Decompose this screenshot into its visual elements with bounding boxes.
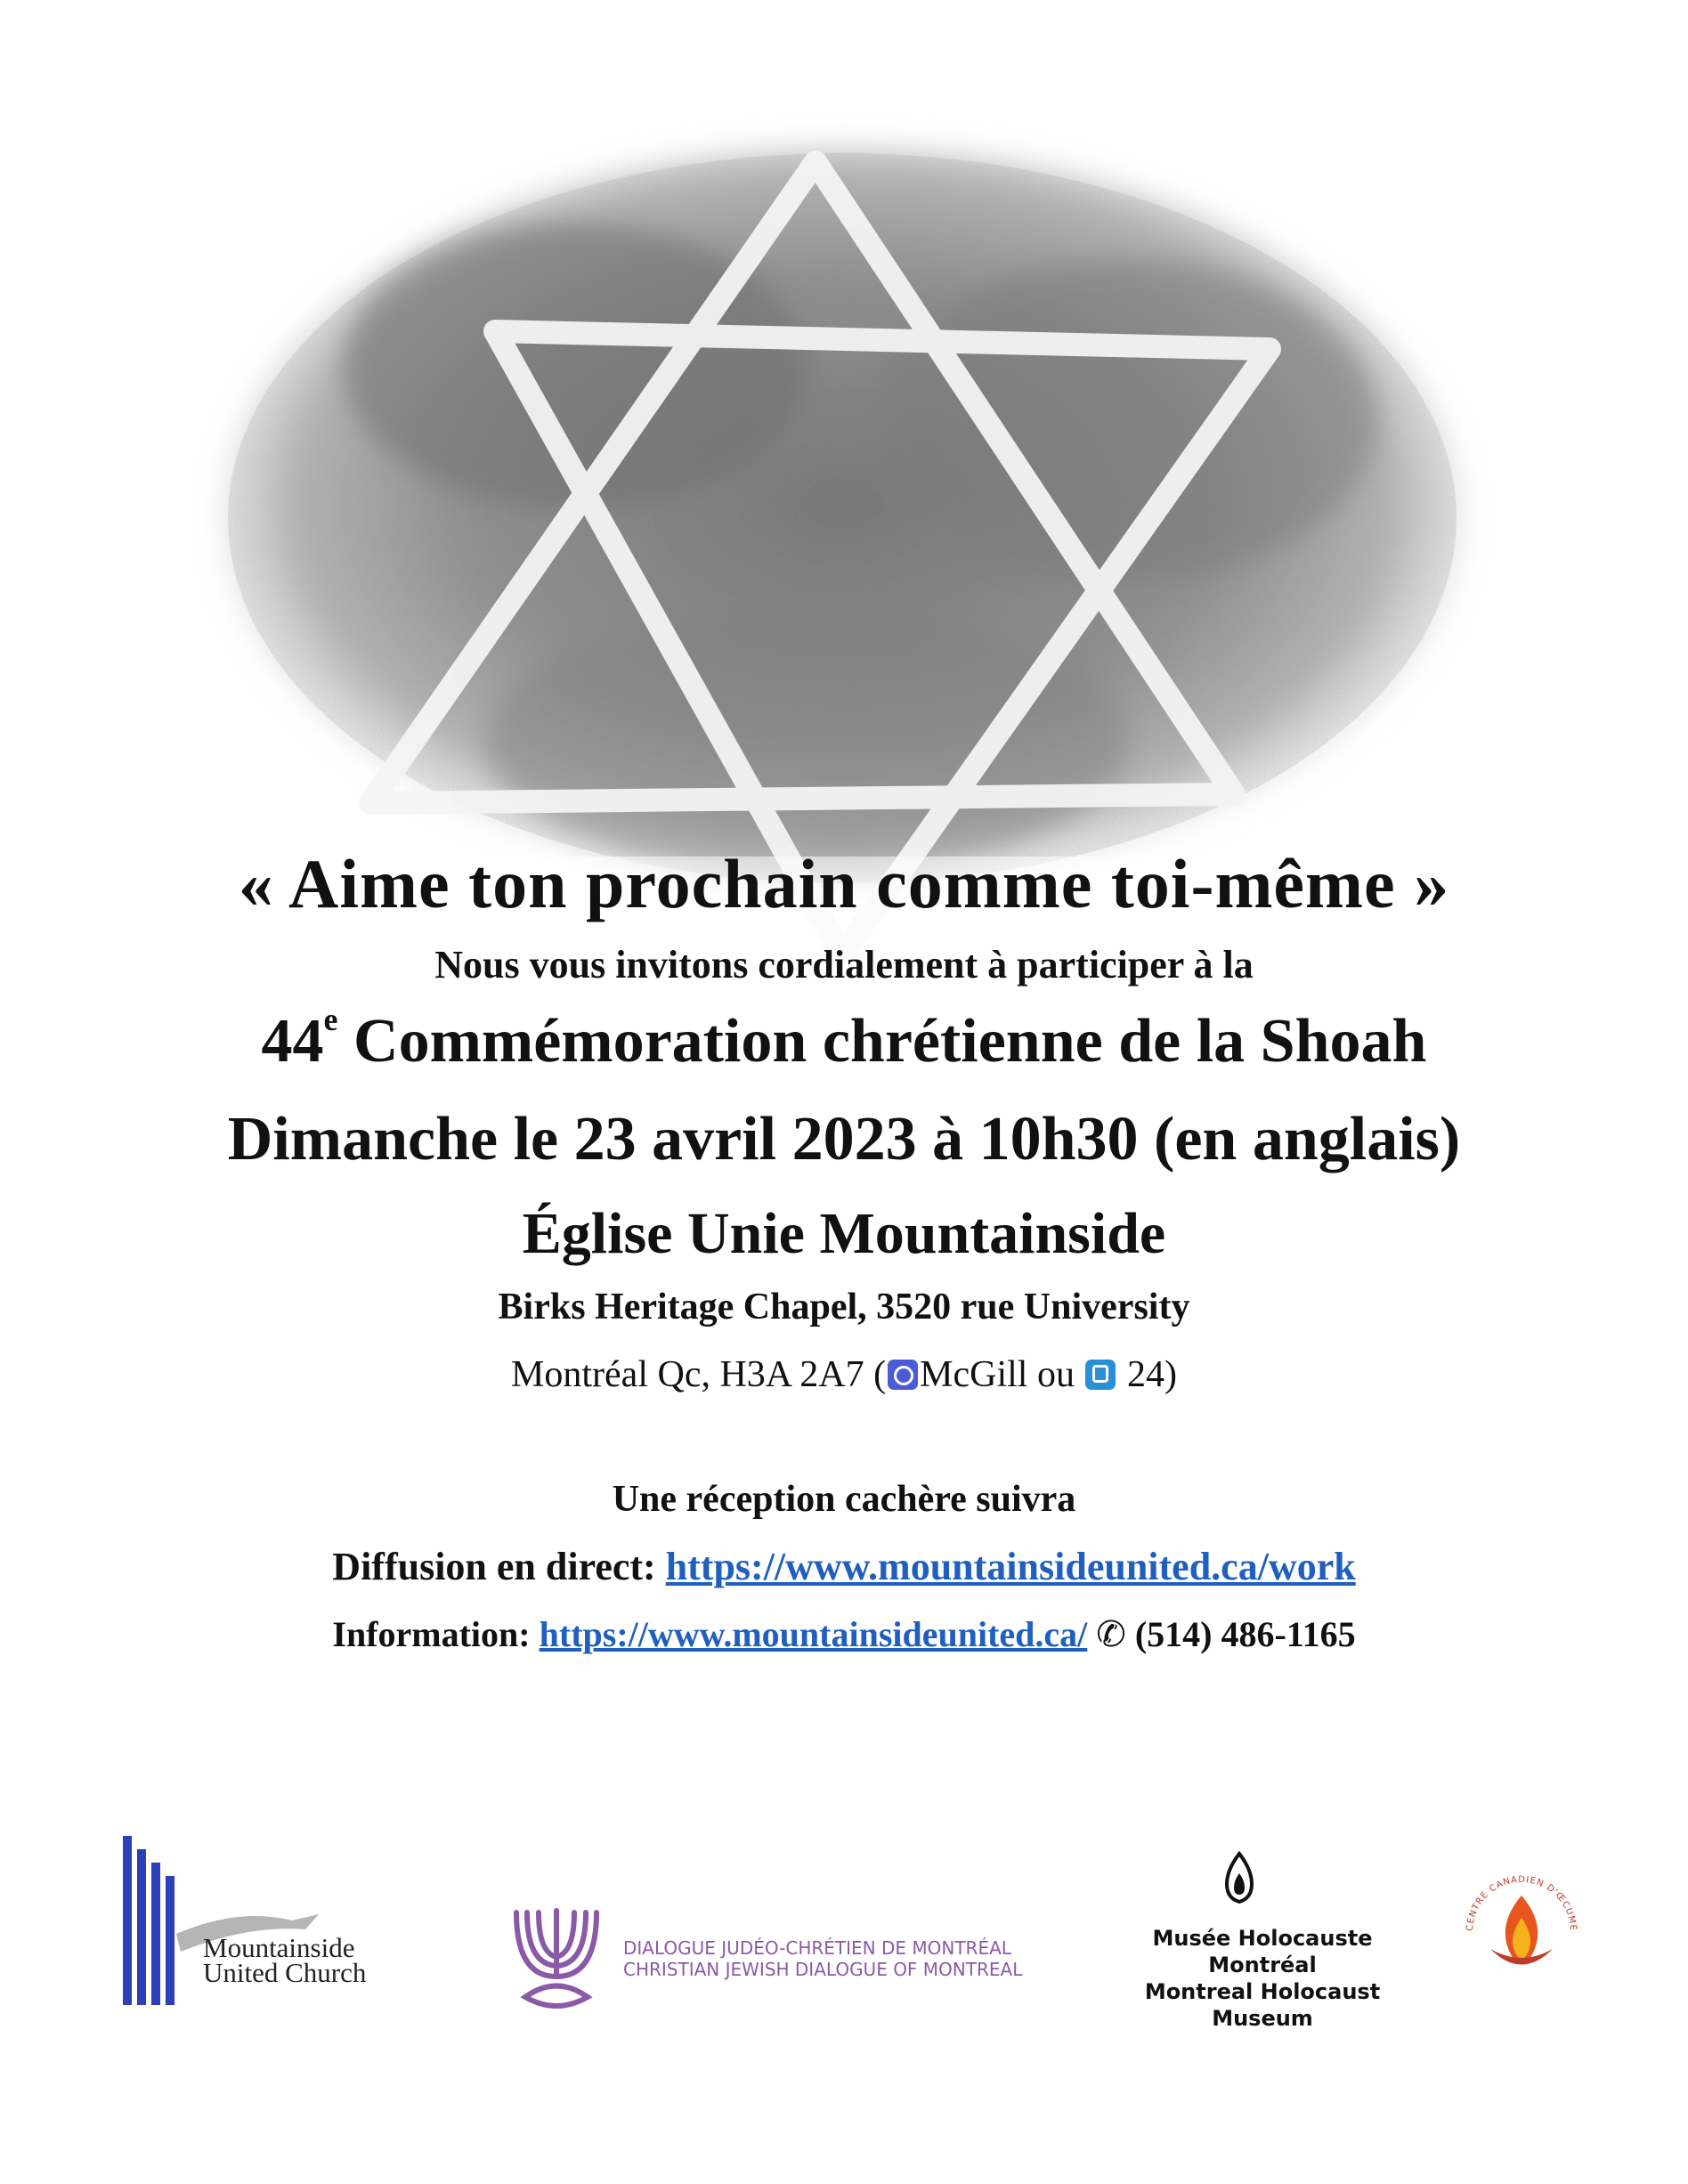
mountainside-line2: United Church xyxy=(203,1957,367,1988)
information-link[interactable]: https://www.mountainsideunited.ca/ xyxy=(539,1614,1088,1654)
mountainside-line1: Mountainside xyxy=(203,1932,355,1963)
reception-note: Une réception cachère suivra xyxy=(612,1479,1076,1520)
church-name: Église Unie Mountainside xyxy=(522,1201,1166,1266)
city-address xyxy=(0,1353,1688,1396)
phone-icon: ✆ xyxy=(1087,1614,1126,1654)
commemoration-suffix: e xyxy=(323,1002,338,1037)
bus-line: 24) xyxy=(1117,1354,1177,1395)
commemoration-text: Commémoration chrétienne de la Shoah xyxy=(337,1007,1427,1076)
ecumenism-ring-text: CENTRE CANADIEN D'ŒCUMÉ xyxy=(1465,1874,1578,1932)
chapel-address: Birks Heritage Chapel, 3520 rue University xyxy=(498,1287,1190,1327)
livestream-label: Diffusion en direct: xyxy=(332,1545,666,1588)
commemoration-number: 44 xyxy=(261,1007,324,1076)
commemoration-heading xyxy=(0,1002,1688,1077)
page-title: « Aime ton prochain comme toi-même » xyxy=(238,845,1450,922)
menorah-icon xyxy=(507,1904,605,2010)
event-date: Dimanche le 23 avril 2023 à 10h30 (en anglais) xyxy=(227,1105,1461,1173)
information-line xyxy=(0,1613,1688,1655)
dialogue-line1: DIALOGUE JUDÉO-CHRÉTIEN DE MONTRÉAL xyxy=(623,1937,1011,1959)
museum-line2: Montreal Holocaust Museum xyxy=(1144,1979,1381,2031)
mountainside-logo xyxy=(114,1836,434,2014)
livestream-line xyxy=(0,1544,1688,1589)
metro-station: McGill ou xyxy=(920,1354,1084,1395)
metro-icon xyxy=(888,1360,918,1390)
dialogue-logo xyxy=(507,1904,1077,2010)
invitation-text: Nous vous invitons cordialement à participer à la xyxy=(434,943,1254,986)
dialogue-line2: CHRISTIAN JEWISH DIALOGUE OF MONTREAL xyxy=(623,1959,1023,1980)
information-label: Information: xyxy=(332,1614,540,1654)
ecumenism-logo xyxy=(1455,1864,1588,1998)
city-text: Montréal Qc, H3A 2A7 ( xyxy=(511,1354,887,1395)
flame-icon xyxy=(1213,1850,1266,1909)
museum-line1: Musée Holocauste Montréal xyxy=(1152,1926,1373,1977)
bus-icon xyxy=(1085,1360,1116,1390)
livestream-link[interactable]: https://www.mountainsideunited.ca/work xyxy=(665,1545,1356,1588)
phone-number: (514) 486-1165 xyxy=(1125,1614,1356,1654)
holocaust-museum-logo xyxy=(1102,1850,1423,2031)
